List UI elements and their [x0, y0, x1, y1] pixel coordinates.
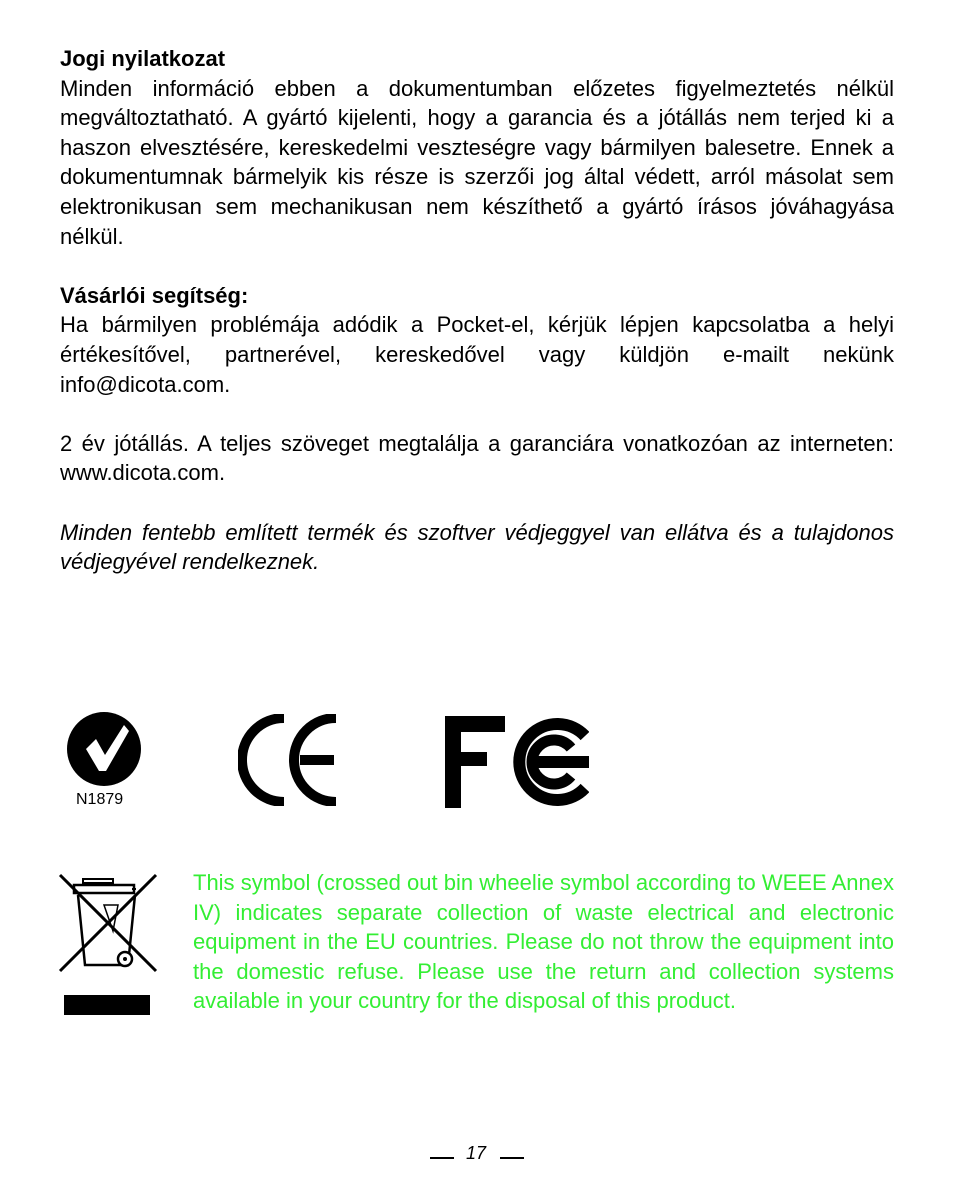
- page-number: 17: [466, 1143, 487, 1163]
- trademark-paragraph: Minden fentebb említett termék és szoftver védjeggyel van ellátva és a tulajdonos védjegyével rendelkeznek.: [60, 519, 894, 575]
- legal-heading: Jogi nyilatkozat: [60, 46, 226, 71]
- support-heading: Vásárlói segítség:: [60, 282, 249, 308]
- ce-mark-icon: [238, 714, 340, 806]
- c-tick-mark-icon: [66, 711, 142, 787]
- footer-dash-left: [430, 1157, 454, 1159]
- support-paragraph: Ha bármilyen problémája adódik a Pocket-el, kérjük lépjen kapcsolatba a helyi értékesítővel, partnerével, kereskedővel vagy küldjön e-mailt nekünk info@dicota.com.: [60, 312, 894, 397]
- c-tick-code: N1879: [76, 791, 124, 808]
- warranty-paragraph: 2 év jótállás. A teljes szöveget megtalálja a garanciára vonatkozóan az interneten: www.dicota.com.: [60, 430, 894, 486]
- weee-notice: This symbol (crossed out bin wheelie symbol according to WEEE Annex IV) indicates separate collection of waste electrical and electronic equipment in the EU countries. Please do not throw the equipment into the domestic refuse. Please use the return and collection systems available in your country for the disposal of this product.: [193, 870, 894, 1014]
- footer-dash-right: [500, 1157, 524, 1159]
- fcc-logo-icon: [445, 716, 589, 808]
- legal-paragraph: Minden információ ebben a dokumentumban előzetes figyelmeztetés nélkül megváltoztatható. A gyártó kijelenti, hogy a garancia és a jótállás nem terjed ki a haszon elvesztésére, kereskedelmi veszteségre vagy bármilyen balesetre. Ennek a dokumentumnak bármelyik kis része is szerzői jog által védett, arról másolat sem elektronikusan sem mechanikusan nem készíthető a gyártó írásos jóváhagyása nélkül.: [60, 75, 894, 249]
- page-footer: [0, 1141, 954, 1165]
- document-body: [60, 44, 894, 577]
- crossed-out-wheelie-bin-icon: [58, 873, 158, 1019]
